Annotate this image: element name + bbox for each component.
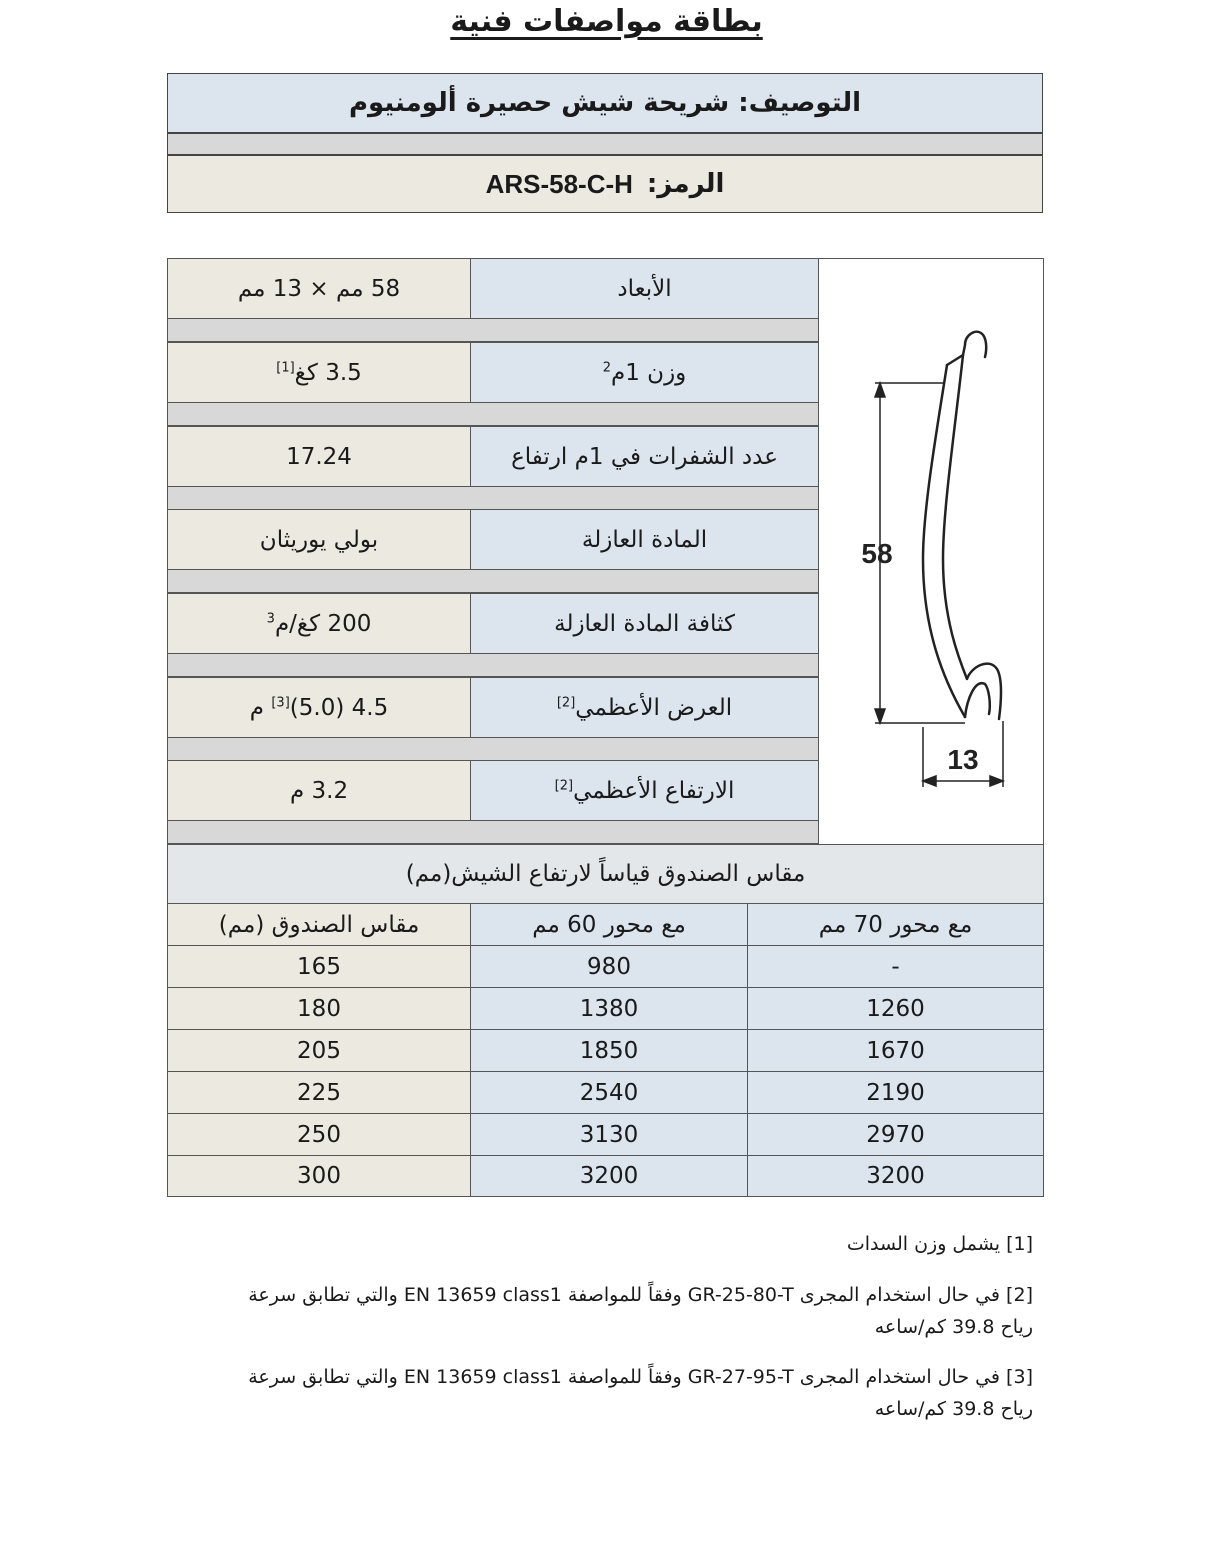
- row-divider: [167, 653, 819, 677]
- row-divider: [167, 737, 819, 761]
- footnote-2: [2] في حال استخدام المجرى GR-25-80-T وفقاً للمواصفة EN 13659 class1 والتي تطابق سرعة رياح 39.8 كم/ساعه: [248, 1284, 1033, 1338]
- table-cell: 980: [470, 945, 748, 988]
- table-cell: 3130: [470, 1113, 748, 1156]
- table-cell: 3200: [747, 1155, 1044, 1197]
- spec-label-dimensions: الأبعاد: [470, 258, 819, 319]
- table-cell: 165: [167, 945, 471, 988]
- table-cell: 3200: [470, 1155, 748, 1197]
- spec-value-dimensions: 58 مم × 13 مم: [167, 258, 471, 319]
- spec-value-insulation: بولي يوريثان: [167, 509, 471, 570]
- row-divider: [167, 820, 819, 844]
- row-divider: [167, 402, 819, 426]
- spec-label-insulation: المادة العازلة: [470, 509, 819, 570]
- table-cell: 225: [167, 1071, 471, 1114]
- column-header: مقاس الصندوق (مم): [167, 903, 471, 946]
- spec-label-max-width: العرض الأعظمي[2]: [470, 677, 819, 738]
- profile-drawing-cell: [818, 258, 1044, 845]
- spec-value-weight: 3.5 كغ[1]: [167, 342, 471, 403]
- table-cell: 2540: [470, 1071, 748, 1114]
- code-row: [167, 155, 1043, 213]
- spec-label-density: كثافة المادة العازلة: [470, 593, 819, 654]
- table-cell: 1850: [470, 1029, 748, 1072]
- spec-label-max-height: الارتفاع الأعظمي[2]: [470, 760, 819, 821]
- table-cell: 180: [167, 987, 471, 1030]
- column-header: مع محور 60 مم: [470, 903, 748, 946]
- row-divider: [167, 318, 819, 342]
- spec-label-weight: وزن 1م$^2$: [470, 342, 819, 403]
- table-cell: 205: [167, 1029, 471, 1072]
- spec-label-slats: عدد الشفرات في 1م ارتفاع: [470, 426, 819, 487]
- table-cell: 2970: [747, 1113, 1044, 1156]
- row-divider: [167, 486, 819, 510]
- page-title: بطاقة مواصفات فنية: [450, 4, 763, 39]
- table-cell: 1670: [747, 1029, 1044, 1072]
- box-table-caption: مقاس الصندوق قياساً لارتفاع الشيش(مم): [167, 844, 1044, 904]
- description-row: التوصيف: شريحة شيش حصيرة ألومنيوم: [167, 73, 1043, 133]
- spec-value-slats: 17.24: [167, 426, 471, 487]
- code-value: ARS-58-C-H: [485, 168, 633, 199]
- table-cell: 250: [167, 1113, 471, 1156]
- table-cell: 1260: [747, 987, 1044, 1030]
- table-cell: 1380: [470, 987, 748, 1030]
- header-divider: [167, 133, 1043, 155]
- spec-value-max-width: 4.5 (5.0)[3] م: [167, 677, 471, 738]
- table-cell: -: [747, 945, 1044, 988]
- spec-value-density: 200 كغ/م$^3$: [167, 593, 471, 654]
- row-divider: [167, 569, 819, 593]
- dim-width-label: 13: [947, 744, 979, 775]
- code-label: الرمز:: [646, 169, 725, 199]
- table-cell: 2190: [747, 1071, 1044, 1114]
- slat-profile-drawing: [819, 259, 1043, 844]
- footnote-3: [3] في حال استخدام المجرى GR-27-95-T وفقاً للمواصفة EN 13659 class1 والتي تطابق سرعة رياح 39.8 كم/ساعه: [248, 1366, 1033, 1420]
- dim-height-label: 58: [861, 538, 893, 569]
- spec-value-max-height: 3.2 م: [167, 760, 471, 821]
- footnote-1: [1] يشمل وزن السدات: [846, 1233, 1033, 1255]
- column-header: مع محور 70 مم: [747, 903, 1044, 946]
- table-cell: 300: [167, 1155, 471, 1197]
